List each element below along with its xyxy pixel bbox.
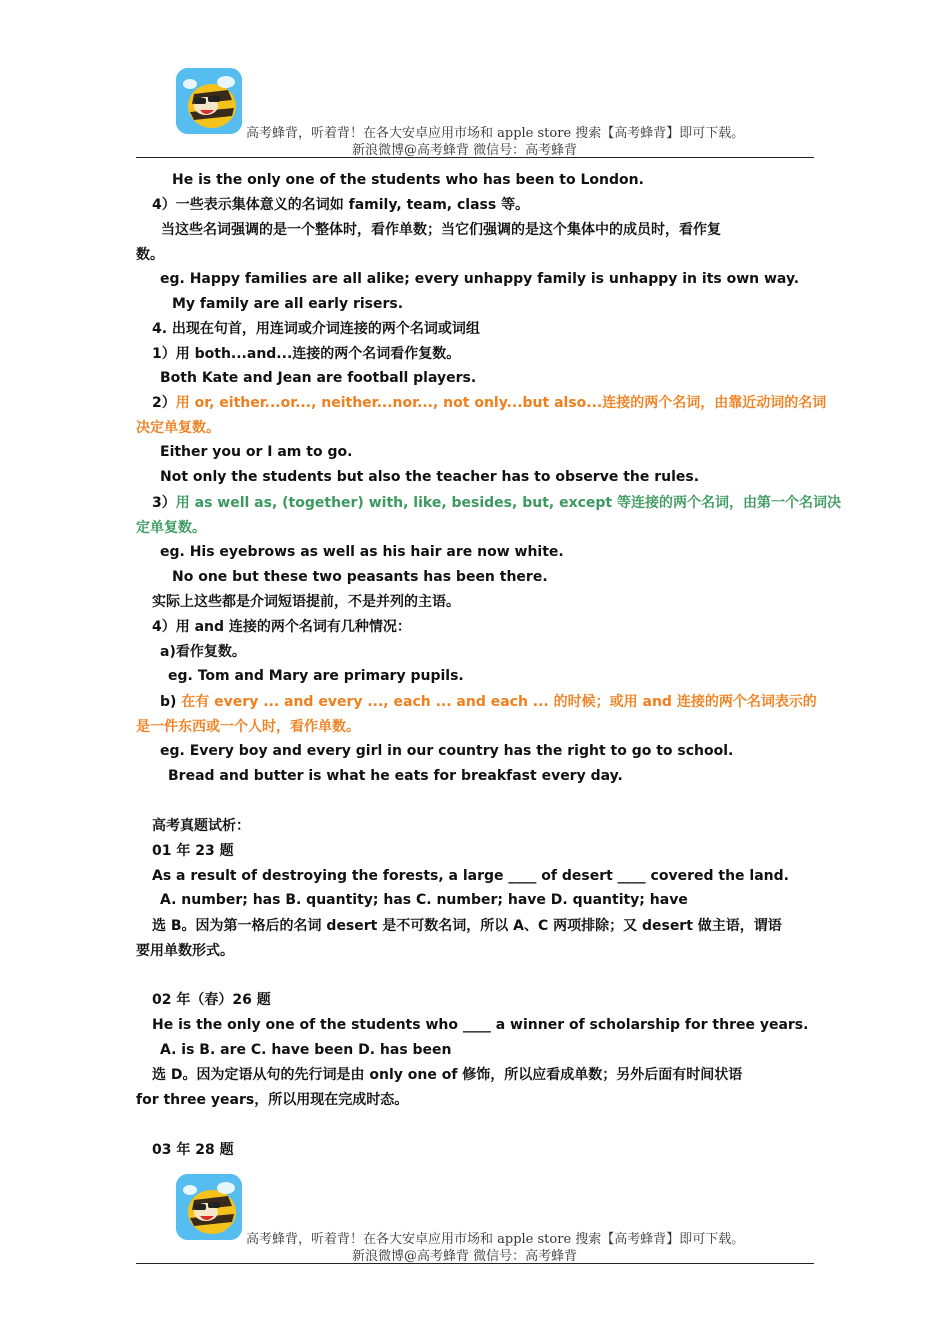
explanation-text: 要用单数形式。 (136, 943, 234, 959)
header-divider (136, 157, 814, 158)
answer-options: A. is B. are C. have been D. has been (160, 1042, 452, 1058)
text-line: 4. 出现在句首，用连词或介词连接的两个名词或词组 (152, 321, 480, 337)
question-label: 02 年（春）26 题 (152, 992, 271, 1008)
text-line: eg. His eyebrows as well as his hair are now white. (160, 544, 564, 560)
highlight-rule-orange: 在有 every ... and every ..., each ... and each ... 的时候；或用 and 连接的两个名词表示的 (181, 694, 817, 710)
header-promo-line: 高考蜂背，听着背！在各大安卓应用市场和 apple store 搜索【高考蜂背】即可下载。 (246, 1232, 745, 1247)
highlight-rule-green: 用 as well as, (together) with, like, besides, but, except 等连接的两个名词，由第一个名词决 (175, 495, 841, 511)
question-text: As a result of destroying the forests, a large ____ of desert ____ covered the land. (152, 868, 789, 884)
text-line (152, 393, 826, 413)
header-social-line: 新浪微博@高考蜂背 微信号：高考蜂背 (352, 1249, 578, 1264)
list-marker: 3） (152, 495, 176, 511)
list-marker: 2） (152, 395, 176, 411)
text-line: eg. Every boy and every girl in our country has the right to go to school. (160, 743, 734, 759)
explanation-text: 选 B。因为第一格后的名词 desert 是不可数名词，所以 A、C 两项排除；又 desert 做主语，谓语 (152, 918, 782, 934)
header-promo-line: 高考蜂背，听着背！在各大安卓应用市场和 apple store 搜索【高考蜂背】即可下载。 (246, 126, 745, 141)
bee-mascot-icon (176, 1174, 242, 1240)
highlight-rule-orange: 用 or, either...or..., neither...nor..., not only...but also...连接的两个名词，由靠近动词的名词 (175, 395, 827, 411)
page-header-bottom (0, 1166, 950, 1266)
header-social-line: 新浪微博@高考蜂背 微信号：高考蜂背 (352, 143, 578, 158)
text-line (160, 692, 817, 712)
explanation-text: for three years，所以用现在完成时态。 (136, 1092, 409, 1108)
text-line: Either you or I am to go. (160, 444, 353, 460)
bee-mascot-icon (176, 68, 242, 134)
highlight-rule-orange: 决定单复数。 (136, 420, 220, 436)
section-heading: 高考真题试析： (152, 818, 250, 834)
text-line: 当这些名词强调的是一个整体时，看作单数；当它们强调的是这个集体中的成员时，看作复 (161, 222, 721, 238)
text-line: eg. Happy families are all alike; every unhappy family is unhappy in its own way. (160, 271, 800, 287)
header-divider (136, 1263, 814, 1264)
text-line (152, 493, 841, 513)
list-marker: b) (160, 694, 182, 710)
question-label: 03 年 28 题 (152, 1142, 234, 1158)
page-header-top (0, 60, 950, 160)
text-line: Not only the students but also the teacher has to observe the rules. (160, 469, 700, 485)
text-line: 数。 (136, 247, 164, 263)
explanation-text: 选 D。因为定语从句的先行词是由 only one of 修饰，所以应看成单数；另外后面有时间状语 (152, 1067, 743, 1083)
text-line: No one but these two peasants has been there. (172, 569, 548, 585)
text-line: 实际上这些都是介词短语提前，不是并列的主语。 (152, 594, 460, 610)
text-line: eg. Tom and Mary are primary pupils. (168, 668, 464, 684)
text-line: 1）用 both...and...连接的两个名词看作复数。 (152, 346, 461, 362)
answer-options: A. number; has B. quantity; has C. number; have D. quantity; have (160, 892, 688, 908)
text-line: Bread and butter is what he eats for breakfast every day. (168, 768, 623, 784)
text-line: 4）一些表示集体意义的名词如 family, team, class 等。 (152, 197, 530, 213)
text-line: 4）用 and 连接的两个名词有几种情况： (152, 619, 411, 635)
text-line: Both Kate and Jean are football players. (160, 370, 477, 386)
text-line: My family are all early risers. (172, 296, 404, 312)
question-text: He is the only one of the students who ____ a winner of scholarship for three years. (152, 1017, 809, 1033)
text-line: He is the only one of the students who has been to London. (172, 172, 644, 188)
question-label: 01 年 23 题 (152, 843, 234, 859)
highlight-rule-green: 定单复数。 (136, 520, 206, 536)
highlight-rule-orange: 是一件东西或一个人时，看作单数。 (136, 719, 360, 735)
text-line: a)看作复数。 (160, 644, 246, 660)
